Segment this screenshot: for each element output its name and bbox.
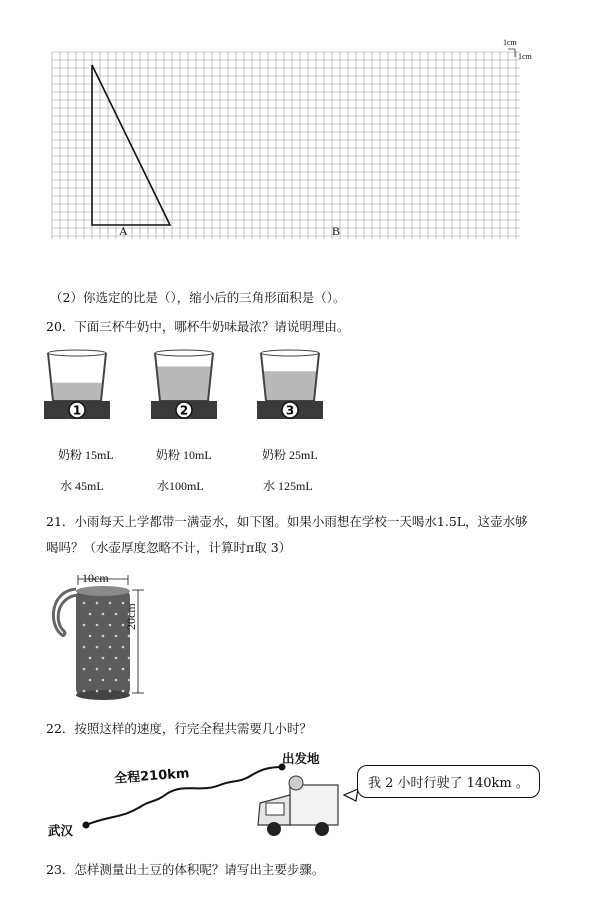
milk-cup-3 bbox=[257, 350, 323, 419]
water-bottle-figure bbox=[40, 565, 200, 705]
speech-bubble: 我 2 小时行驶了 140km 。 bbox=[357, 765, 540, 798]
unit-square-indicator bbox=[508, 49, 515, 57]
q21-line1: 21．小雨每天上学都带一满壶水，如下图。如果小雨想在学校一天喝水1.5L，这壶水够 bbox=[46, 514, 528, 529]
bottle-diameter-label: 10cm bbox=[82, 571, 109, 585]
q20-text: 20．下面三杯牛奶中，哪杯牛奶味最浓？请说明理由。 bbox=[46, 319, 350, 334]
bottle-height-label: 20cm bbox=[124, 603, 138, 630]
q22-text: 22．按照这样的速度，行完全程共需要几小时？ bbox=[46, 721, 312, 736]
cup-number-1: 1 bbox=[72, 403, 82, 418]
point-a-label: A bbox=[119, 224, 128, 238]
q21-line2: 喝吗？（水壶厚度忽略不计，计算时π取 3） bbox=[46, 540, 292, 555]
q23-text: 23．怎样测量出土豆的体积呢？请写出主要步骤。 bbox=[46, 862, 325, 877]
cup-number-2: 2 bbox=[179, 403, 189, 418]
cup1-powder: 奶粉 15mL bbox=[58, 448, 114, 462]
point-b-label: B bbox=[332, 224, 341, 238]
route-start-label: 出发地 bbox=[282, 751, 320, 766]
route-total-label: 全程210km bbox=[113, 766, 190, 787]
cup-number-3: 3 bbox=[285, 403, 295, 418]
cup2-powder: 奶粉 10mL bbox=[156, 448, 212, 462]
milk-cup-1 bbox=[44, 350, 110, 419]
milk-cup-2 bbox=[151, 350, 217, 419]
cup3-powder: 奶粉 25mL bbox=[262, 448, 318, 462]
q19-part2: （2）你选定的比是（），缩小后的三角形面积是（）。 bbox=[50, 290, 346, 305]
cup1-water: 水 45mL bbox=[60, 479, 104, 493]
route-end-label: 武汉 bbox=[48, 823, 74, 838]
triangle-a bbox=[92, 65, 170, 225]
cup2-water: 水100mL bbox=[157, 479, 204, 493]
milk-cups-figure bbox=[0, 345, 603, 445]
unit-label-side: 1cm bbox=[518, 52, 532, 61]
truck-icon bbox=[258, 776, 338, 836]
unit-label-top: 1cm bbox=[503, 38, 517, 47]
cup3-water: 水 125mL bbox=[263, 479, 313, 493]
